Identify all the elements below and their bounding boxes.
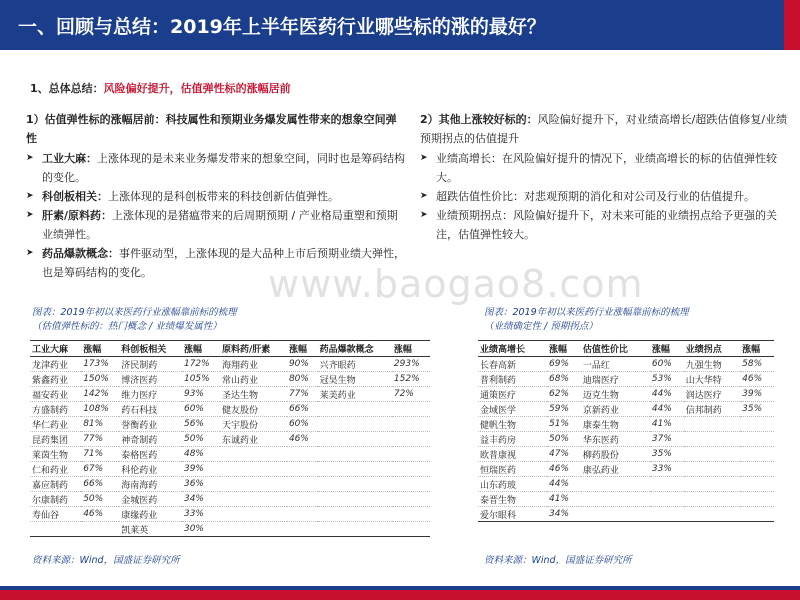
header-accent-bar (784, 0, 800, 50)
table-header-cell: 科创板相关 (119, 341, 182, 357)
gain-cell (392, 417, 430, 432)
stock-name-cell: 神奇制药 (119, 432, 182, 447)
gain-cell: 152% (392, 372, 430, 387)
table-row (478, 462, 774, 477)
gain-cell: 66% (81, 477, 119, 492)
stock-name-cell: 健帆生物 (478, 417, 547, 432)
table-row (30, 357, 430, 372)
gain-cell (81, 522, 119, 537)
stock-name-cell: 凯莱英 (119, 522, 182, 537)
gain-cell: 105% (182, 372, 220, 387)
left-bullet: ➤ 肝素/原料药：上涨体现的是猪瘟带来的后周期预期 / 产业格局重塑和预期业绩弹性。 (26, 206, 406, 244)
gain-cell: 33% (182, 507, 220, 522)
gain-cell (392, 492, 430, 507)
gain-cell: 35% (650, 447, 684, 462)
stock-name-cell (684, 432, 740, 447)
gain-cell: 60% (650, 357, 684, 372)
stock-name-cell: 康缘药业 (119, 507, 182, 522)
gain-cell: 59% (547, 402, 581, 417)
stock-name-cell: 维力医疗 (119, 387, 182, 402)
table-header-cell: 药品爆款概念 (318, 341, 392, 357)
stock-name-cell: 信邦制药 (684, 402, 740, 417)
stock-name-cell (684, 417, 740, 432)
gain-cell (392, 447, 430, 462)
gain-cell: 47% (547, 447, 581, 462)
gain-cell: 80% (287, 372, 318, 387)
stock-name-cell (581, 492, 650, 507)
gain-cell: 46% (547, 462, 581, 477)
table-header-cell: 原料药/肝素 (220, 341, 287, 357)
gain-cell (287, 507, 318, 522)
footer-red-bar (0, 590, 800, 600)
stock-name-cell: 天宇股份 (220, 417, 287, 432)
stock-name-cell: 福安药业 (30, 387, 81, 402)
stock-name-cell: 药石科技 (119, 402, 182, 417)
gain-cell: 50% (182, 432, 220, 447)
stock-name-cell: 寿仙谷 (30, 507, 81, 522)
stock-name-cell: 海翔药业 (220, 357, 287, 372)
stock-name-cell: 莱美药业 (318, 387, 392, 402)
gain-cell: 77% (81, 432, 119, 447)
stock-name-cell (318, 432, 392, 447)
gain-cell (740, 507, 774, 522)
gain-cell: 53% (650, 372, 684, 387)
gain-cell: 48% (182, 447, 220, 462)
stock-name-cell: 华仁药业 (30, 417, 81, 432)
table-row (478, 357, 774, 372)
stock-name-cell: 冠昊生物 (318, 372, 392, 387)
table-header-cell: 工业大麻 (30, 341, 81, 357)
stock-name-cell: 嘉应制药 (30, 477, 81, 492)
stock-name-cell: 金城医药 (119, 492, 182, 507)
gain-cell: 30% (182, 522, 220, 537)
stock-name-cell: 泰格医药 (119, 447, 182, 462)
stock-name-cell: 昆药集团 (30, 432, 81, 447)
stock-name-cell: 兴齐眼药 (318, 357, 392, 372)
gain-cell: 51% (547, 417, 581, 432)
right-heading: 2）其他上涨较好标的：风险偏好提升下，对业绩高增长/超跌估值修复/业绩预期拐点的估值提升 (420, 113, 788, 145)
table-row (478, 507, 774, 522)
table-row (30, 417, 430, 432)
table-header-cell: 涨幅 (287, 341, 318, 357)
stock-name-cell (318, 492, 392, 507)
gain-cell (392, 432, 430, 447)
gain-cell: 142% (81, 387, 119, 402)
gain-cell: 34% (547, 507, 581, 522)
left-source: 资料来源：Wind，国盛证券研究所 (32, 555, 180, 566)
table-row (30, 477, 430, 492)
page-header (0, 0, 800, 50)
stock-name-cell: 莱茵生物 (30, 447, 81, 462)
gain-cell (392, 402, 430, 417)
stock-name-cell: 海南海药 (119, 477, 182, 492)
gain-cell (392, 507, 430, 522)
stock-name-cell: 华东医药 (581, 432, 650, 447)
table-header-cell: 涨幅 (650, 341, 684, 357)
gain-cell: 108% (81, 402, 119, 417)
gain-cell: 36% (182, 477, 220, 492)
gain-cell: 46% (740, 372, 774, 387)
stock-name-cell: 金域医学 (478, 402, 547, 417)
gain-cell: 35% (740, 402, 774, 417)
stock-name-cell (318, 417, 392, 432)
gain-cell (392, 522, 430, 537)
table-header-cell: 涨幅 (81, 341, 119, 357)
stock-name-cell: 普利制药 (478, 372, 547, 387)
table-row (30, 402, 430, 417)
stock-name-cell: 康泰生物 (581, 417, 650, 432)
left-table-caption: 图表：2019年初以来医药行业涨幅靠前标的梳理 （估值弹性标的：热门概念 / 业绩爆发属性） (32, 307, 237, 332)
stock-name-cell: 山东药玻 (478, 477, 547, 492)
gain-cell (392, 462, 430, 477)
gain-cell (740, 492, 774, 507)
stock-name-cell: 恒瑞医药 (478, 462, 547, 477)
table-row (30, 492, 430, 507)
stock-name-cell (220, 447, 287, 462)
stock-name-cell: 长春高新 (478, 357, 547, 372)
gain-cell: 60% (287, 417, 318, 432)
stock-name-cell: 紫鑫药业 (30, 372, 81, 387)
right-analysis (420, 110, 790, 244)
gain-cell: 56% (182, 417, 220, 432)
table-row (478, 477, 774, 492)
left-heading: 1）估值弹性标的涨幅居前：科技属性和预期业务爆发属性带来的想象空间弹性 (26, 113, 397, 145)
gain-cell (650, 477, 684, 492)
stock-name-cell (220, 522, 287, 537)
gain-cell (650, 492, 684, 507)
gain-cell (740, 462, 774, 477)
gain-cell: 37% (650, 432, 684, 447)
stock-name-cell: 九强生物 (684, 357, 740, 372)
stock-name-cell: 常山药业 (220, 372, 287, 387)
gain-cell (740, 477, 774, 492)
stock-name-cell (318, 507, 392, 522)
left-bullet: ➤ 工业大麻：上涨体现的是未来业务爆发带来的想象空间，同时也是筹码结构的变化。 (26, 149, 406, 187)
gain-cell: 44% (650, 402, 684, 417)
left-analysis (26, 110, 406, 282)
table-header-cell: 涨幅 (182, 341, 220, 357)
gain-cell: 44% (650, 387, 684, 402)
summary-prefix: 1、总体总结： (30, 82, 104, 95)
table-header-cell: 业绩高增长 (478, 341, 547, 357)
gain-cell: 90% (287, 357, 318, 372)
table-header-cell: 业绩拐点 (684, 341, 740, 357)
gain-cell: 150% (81, 372, 119, 387)
stock-name-cell: 山大华特 (684, 372, 740, 387)
stock-name-cell (684, 507, 740, 522)
table-row (478, 492, 774, 507)
stock-name-cell (684, 462, 740, 477)
gain-cell: 46% (81, 507, 119, 522)
stock-name-cell (318, 402, 392, 417)
stock-name-cell (318, 462, 392, 477)
stock-name-cell (318, 447, 392, 462)
stock-name-cell (220, 507, 287, 522)
gain-cell: 41% (547, 492, 581, 507)
table-header-cell: 涨幅 (547, 341, 581, 357)
gain-cell (287, 447, 318, 462)
gain-cell: 173% (81, 357, 119, 372)
gain-cell (740, 432, 774, 447)
page-title: 一、回顾与总结：2019年上半年医药行业哪些标的涨的最好？ (18, 16, 546, 38)
stock-name-cell (684, 477, 740, 492)
stock-name-cell: 柳药股份 (581, 447, 650, 462)
table-row (30, 387, 430, 402)
stock-name-cell: 一品红 (581, 357, 650, 372)
stock-name-cell: 益丰药房 (478, 432, 547, 447)
table-row (30, 447, 430, 462)
stock-name-cell: 方盛制药 (30, 402, 81, 417)
stock-name-cell (318, 522, 392, 537)
stock-name-cell: 京新药业 (581, 402, 650, 417)
stock-name-cell: 博济医药 (119, 372, 182, 387)
summary-line (30, 80, 291, 96)
gain-cell: 33% (650, 462, 684, 477)
stock-name-cell: 圣达生物 (220, 387, 287, 402)
gain-cell: 293% (392, 357, 430, 372)
table-row (30, 522, 430, 537)
gain-cell: 41% (650, 417, 684, 432)
gain-cell: 34% (182, 492, 220, 507)
gain-cell (287, 522, 318, 537)
stock-name-cell (220, 462, 287, 477)
left-bullet: ➤ 药品爆款概念：事件驱动型，上涨体现的是大品种上市后预期业绩大弹性，也是筹码结构的变化。 (26, 244, 406, 282)
gain-cell: 39% (740, 387, 774, 402)
right-source: 资料来源：Wind，国盛证券研究所 (484, 555, 632, 566)
table-row (30, 507, 430, 522)
gain-cell: 72% (392, 387, 430, 402)
stock-name-cell (220, 492, 287, 507)
gain-cell: 67% (81, 462, 119, 477)
gain-cell (740, 417, 774, 432)
stock-name-cell (318, 477, 392, 492)
gain-cell: 172% (182, 357, 220, 372)
gain-cell: 58% (740, 357, 774, 372)
gain-cell (650, 507, 684, 522)
gain-cell: 62% (547, 387, 581, 402)
gain-cell (740, 447, 774, 462)
gain-cell: 46% (287, 432, 318, 447)
stock-name-cell: 龙津药业 (30, 357, 81, 372)
gain-cell: 68% (547, 372, 581, 387)
gain-cell (287, 492, 318, 507)
stock-name-cell (581, 477, 650, 492)
right-table-caption: 图表：2019年初以来医药行业涨幅靠前标的梳理 （业绩确定性 / 预期拐点） (484, 307, 689, 332)
stock-name-cell: 科伦药业 (119, 462, 182, 477)
stock-name-cell: 迪瑞医疗 (581, 372, 650, 387)
table-row (30, 372, 430, 387)
stock-name-cell: 仁和药业 (30, 462, 81, 477)
stock-name-cell (220, 477, 287, 492)
stock-name-cell (30, 522, 81, 537)
table-header-cell: 涨幅 (740, 341, 774, 357)
stock-name-cell: 润达医疗 (684, 387, 740, 402)
table-row (478, 387, 774, 402)
stock-name-cell: 尔康制药 (30, 492, 81, 507)
stock-name-cell (684, 447, 740, 462)
table-row (478, 417, 774, 432)
right-bullet: ➤ 业绩预期拐点：风险偏好提升下，对未来可能的业绩拐点给予更强的关注，估值弹性较大。 (420, 206, 790, 244)
summary-highlight: 风险偏好提升，估值弹性标的涨幅居前 (103, 82, 291, 95)
gain-cell: 66% (287, 402, 318, 417)
right-bullet: ➤ 超跌估值性价比：对悲观预期的消化和对公司及行业的估值提升。 (420, 187, 790, 206)
gain-cell: 71% (81, 447, 119, 462)
gain-cell: 39% (182, 462, 220, 477)
gain-cell: 44% (547, 477, 581, 492)
stock-name-cell: 健友股份 (220, 402, 287, 417)
table-row (478, 432, 774, 447)
stock-name-cell: 欧普康视 (478, 447, 547, 462)
gain-cell: 69% (547, 357, 581, 372)
left-stock-table (30, 340, 430, 537)
gain-cell: 50% (81, 492, 119, 507)
gain-cell (287, 462, 318, 477)
table-header-cell: 估值性价比 (581, 341, 650, 357)
table-row (30, 462, 430, 477)
gain-cell (392, 477, 430, 492)
left-bullet: ➤ 科创板相关：上涨体现的是科创板带来的科技创新估值弹性。 (26, 187, 406, 206)
stock-name-cell: 爱尔眼科 (478, 507, 547, 522)
stock-name-cell (684, 492, 740, 507)
gain-cell (287, 477, 318, 492)
gain-cell: 81% (81, 417, 119, 432)
right-bullet: ➤ 业绩高增长：在风险偏好提升的情况下，业绩高增长的标的估值弹性较大。 (420, 149, 790, 187)
stock-name-cell (581, 507, 650, 522)
stock-name-cell: 东诚药业 (220, 432, 287, 447)
table-row (478, 402, 774, 417)
table-row (478, 447, 774, 462)
gain-cell: 60% (182, 402, 220, 417)
stock-name-cell: 济民制药 (119, 357, 182, 372)
gain-cell: 93% (182, 387, 220, 402)
stock-name-cell: 通策医疗 (478, 387, 547, 402)
watermark: www.baogao8.com (268, 262, 644, 306)
stock-name-cell: 誉衡药业 (119, 417, 182, 432)
table-row (478, 372, 774, 387)
stock-name-cell: 康弘药业 (581, 462, 650, 477)
gain-cell: 77% (287, 387, 318, 402)
table-header-cell: 涨幅 (392, 341, 430, 357)
stock-name-cell: 泰晋生物 (478, 492, 547, 507)
right-stock-table (478, 340, 774, 522)
table-row (30, 432, 430, 447)
stock-name-cell: 迈克生物 (581, 387, 650, 402)
gain-cell: 50% (547, 432, 581, 447)
